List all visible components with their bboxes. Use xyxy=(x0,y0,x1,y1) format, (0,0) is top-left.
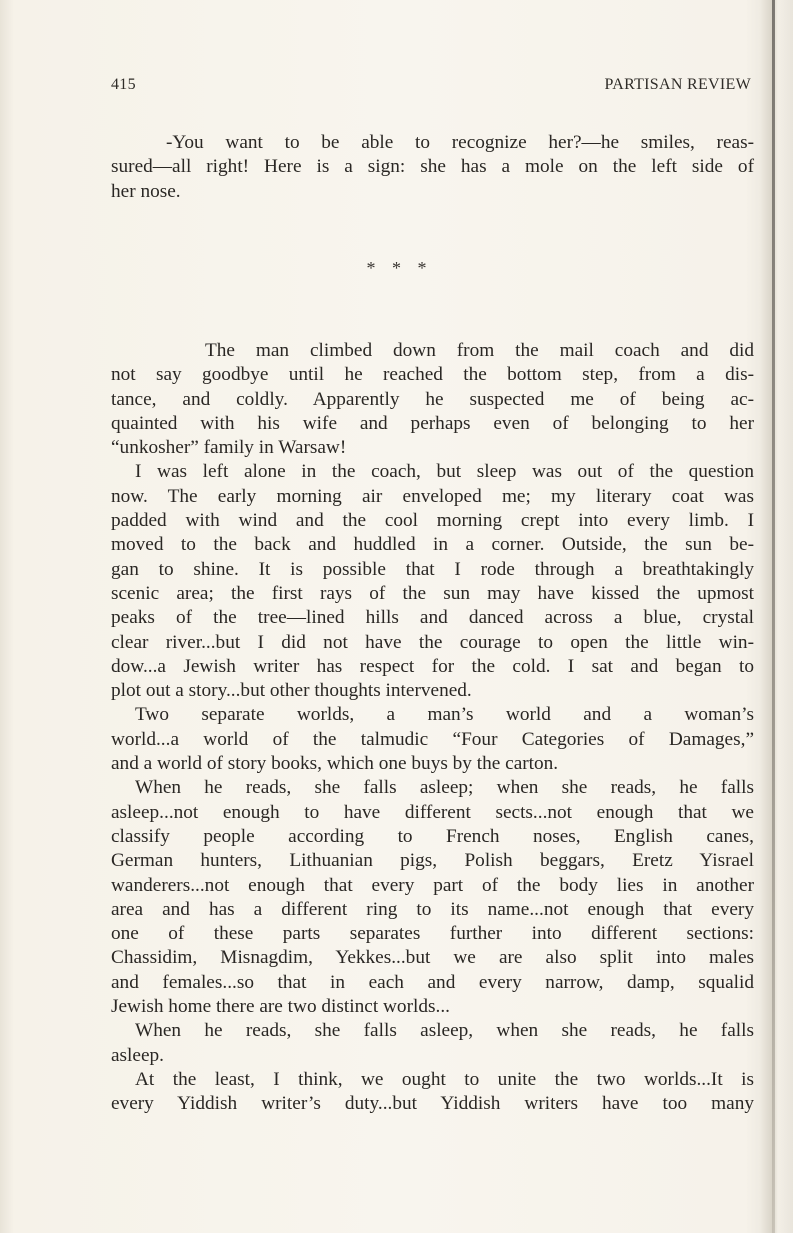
text-line: her nose. xyxy=(111,180,181,202)
text-line: plot out a story...but other thoughts intervened. xyxy=(111,680,472,702)
text-line: The man climbed down from the mail coach and did xyxy=(205,340,754,361)
text-line: and females...so that in each and every narrow, damp, squalid xyxy=(111,971,754,993)
text-line: clear river...but I did not have the courage to open the little win- xyxy=(111,631,754,653)
text-line: Jewish home there are two distinct worlds... xyxy=(111,996,450,1018)
running-header: PARTISAN REVIEW xyxy=(604,76,751,93)
text-line: not say goodbye until he reached the bottom step, from a dis- xyxy=(111,364,754,386)
text-line: asleep...not enough to have different sects...not enough that we xyxy=(111,801,754,823)
text-line: now. The early morning air enveloped me; my literary coat was xyxy=(111,485,754,507)
text-line: world...a world of the talmudic “Four Categories of Damages,” xyxy=(111,728,754,750)
text-line: scenic area; the first rays of the sun may have kissed the upmost xyxy=(111,582,754,604)
text-line: padded with wind and the cool morning crept into every limb. I xyxy=(111,510,754,532)
text-line: At the least, I think, we ought to unite the two worlds...It is xyxy=(135,1068,754,1090)
text-line: Chassidim, Misnagdim, Yekkes...but we are also split into males xyxy=(111,947,754,969)
text-line: gan to shine. It is possible that I rode through a breathtakingly xyxy=(111,558,754,580)
text-line: quainted with his wife and perhaps even of belonging to her xyxy=(111,412,754,434)
text-line: -You want to be able to recognize her?—he smiles, reas- xyxy=(166,132,754,153)
text-line: moved to the back and huddled in a corner. Outside, the sun be- xyxy=(111,534,754,556)
text-line: When he reads, she falls asleep; when she reads, he falls xyxy=(135,777,754,799)
text-line: dow...a Jewish writer has respect for the cold. I sat and began to xyxy=(111,655,754,677)
text-line: peaks of the tree—lined hills and danced across a blue, crystal xyxy=(111,607,754,629)
page-edge-shadow xyxy=(772,0,775,1233)
text-line: one of these parts separates further into different sections: xyxy=(111,923,754,945)
text-line: area and has a different ring to its name...not enough that every xyxy=(111,898,754,920)
section-break: * * * xyxy=(366,258,427,278)
text-line: sured—all right! Here is a sign: she has a mole on the left side of xyxy=(111,156,754,178)
text-line: German hunters, Lithuanian pigs, Polish beggars, Eretz Yisrael xyxy=(111,850,754,872)
text-line: wanderers...not enough that every part of the body lies in another xyxy=(111,874,754,896)
page-number: 415 xyxy=(111,76,136,93)
text-line: Two separate worlds, a man’s world and a woman’s xyxy=(135,704,754,726)
body-text xyxy=(111,339,754,1117)
text-line: I was left alone in the coach, but sleep was out of the question xyxy=(135,461,754,483)
opening-paragraph xyxy=(111,131,754,204)
text-line: “unkosher” family in Warsaw! xyxy=(111,437,347,459)
text-line: When he reads, she falls asleep, when she reads, he falls xyxy=(135,1020,754,1042)
text-line: asleep. xyxy=(111,1044,164,1066)
text-line: classify people according to French noses, English canes, xyxy=(111,825,754,847)
text-line: and a world of story books, which one buys by the carton. xyxy=(111,753,559,775)
text-line: every Yiddish writer’s duty...but Yiddish writers have too many xyxy=(111,1093,754,1115)
text-line: tance, and coldly. Apparently he suspected me of being ac- xyxy=(111,388,754,410)
